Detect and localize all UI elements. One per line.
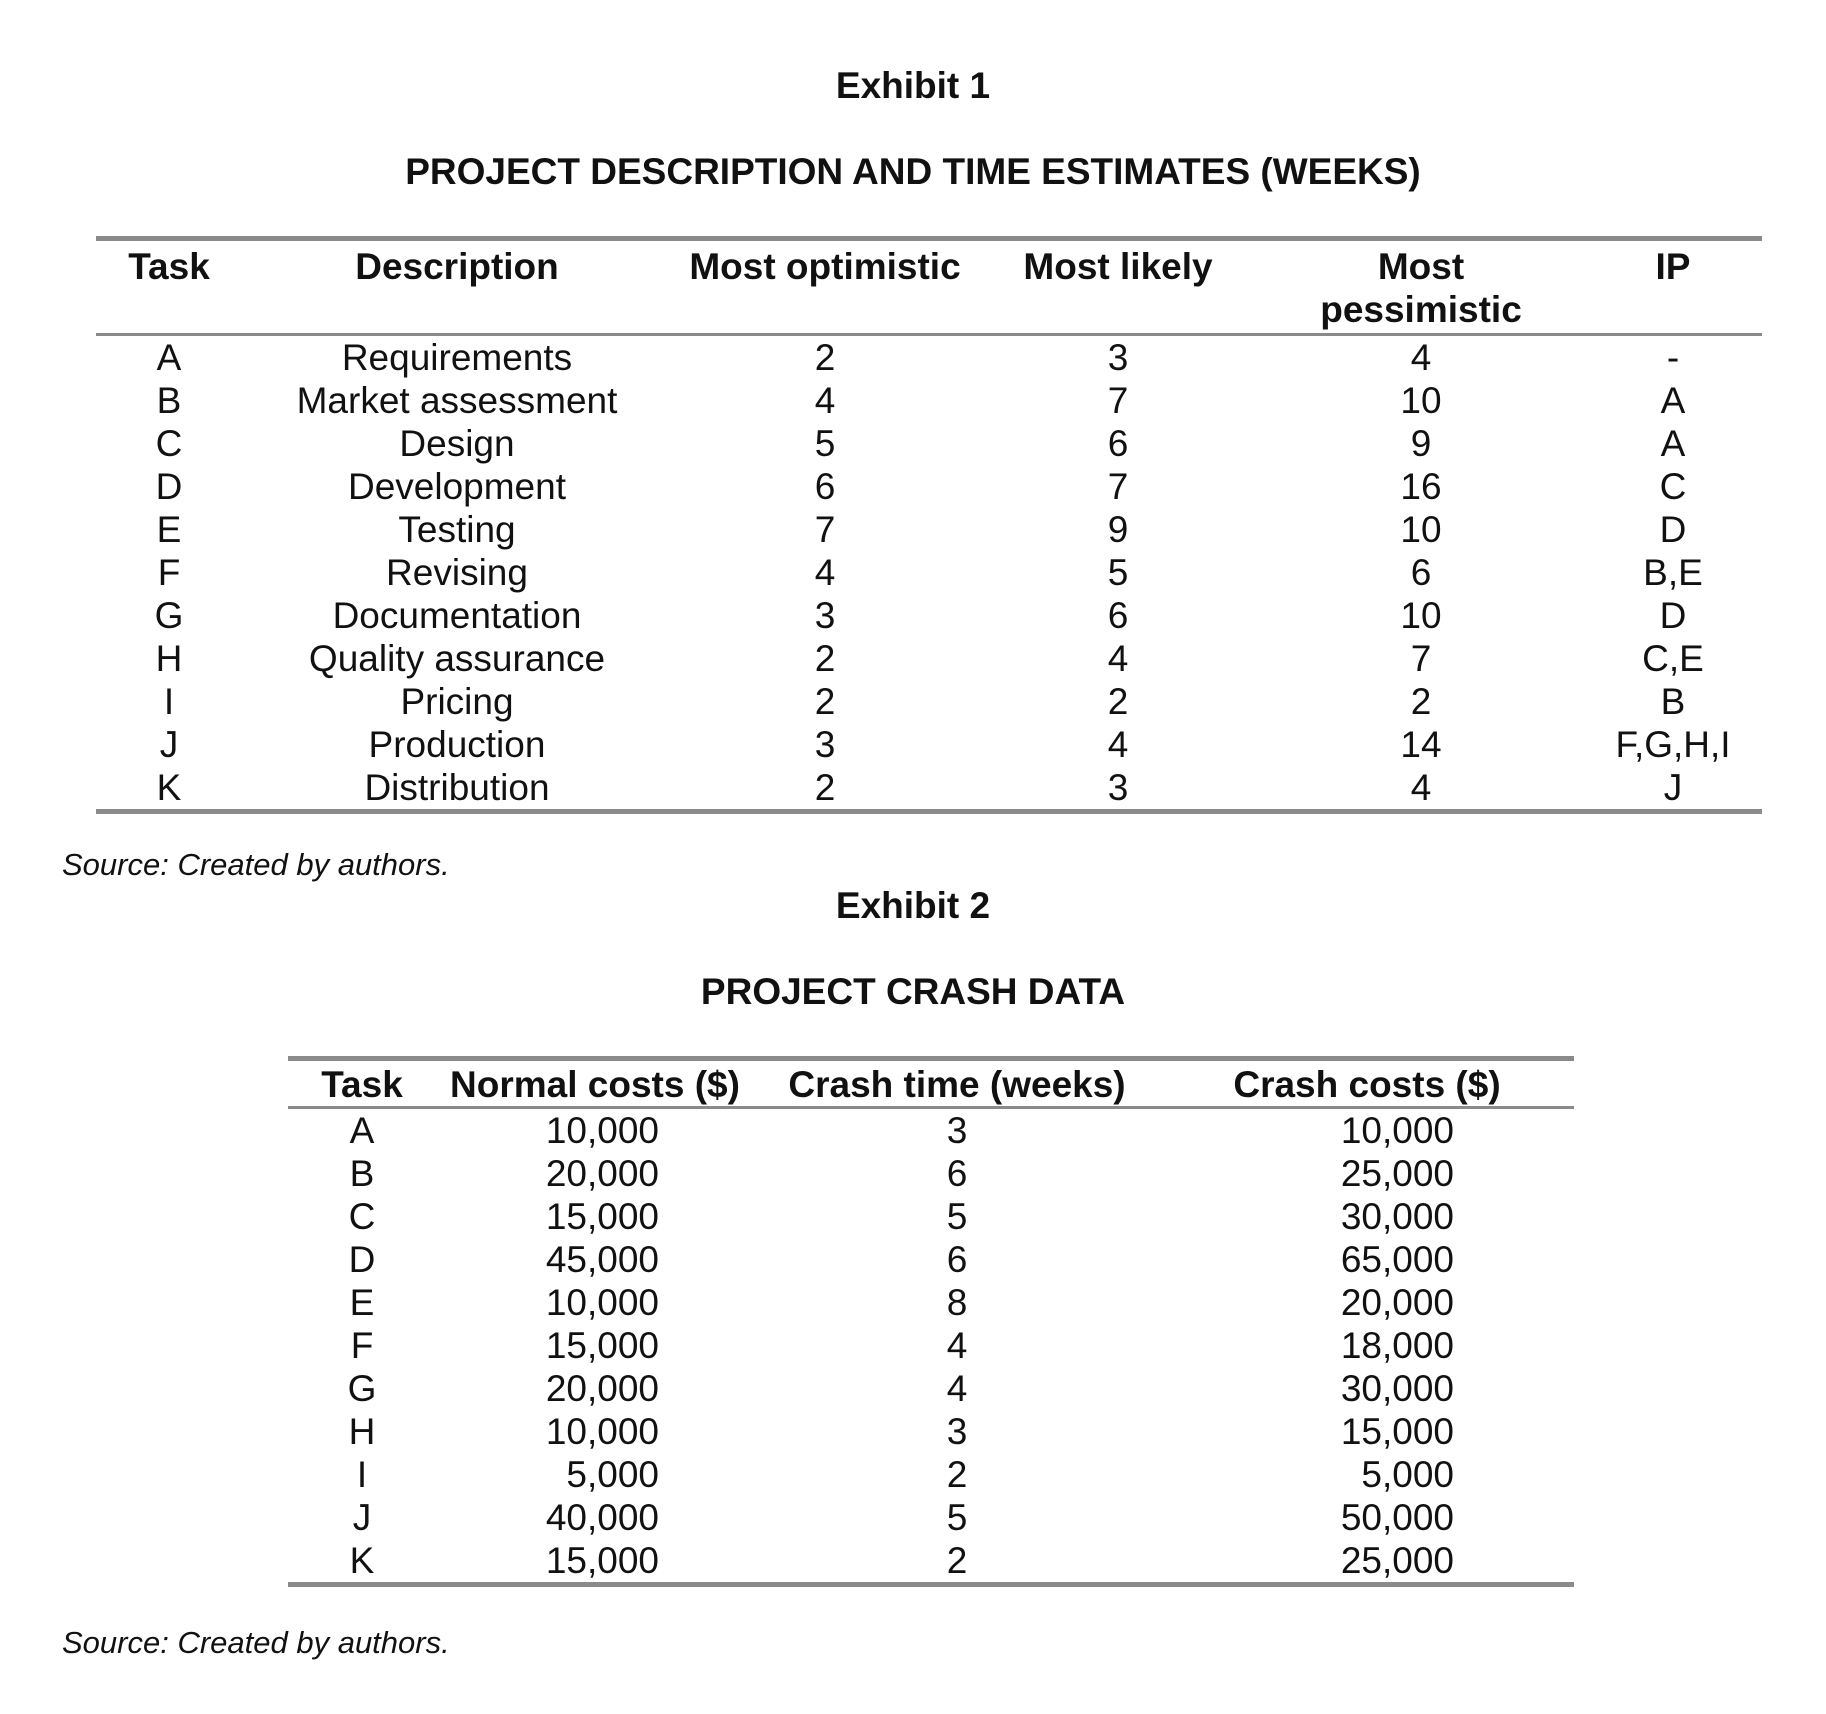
cell-most-likely: 3 <box>1107 767 1129 808</box>
table-row <box>96 422 1762 465</box>
cell-normal-costs: 20,000 <box>545 1153 659 1194</box>
column-header-task: Task <box>128 246 210 287</box>
table-row <box>96 551 1762 594</box>
cell-normal-costs: 15,000 <box>545 1325 659 1366</box>
exhibit-2-source-note: Source: Created by authors. <box>62 1625 450 1660</box>
table-row <box>288 1496 1574 1539</box>
cell-most-optimistic: 2 <box>814 638 836 679</box>
cell-normal-costs: 5,000 <box>566 1454 659 1495</box>
cell-task: E <box>349 1282 375 1323</box>
cell-crash-costs: 15,000 <box>1340 1411 1454 1452</box>
exhibit-1-title: PROJECT DESCRIPTION AND TIME ESTIMATES (WEEKS) <box>405 151 1421 192</box>
cell-task: J <box>352 1497 372 1538</box>
table-row <box>288 1108 1574 1153</box>
cell-task: K <box>156 767 182 808</box>
cell-most-likely: 5 <box>1107 552 1129 593</box>
cell-description: Design <box>399 423 515 464</box>
cell-description: Quality assurance <box>308 638 606 679</box>
column-header-normal-costs: Normal costs ($) <box>450 1064 740 1105</box>
cell-most-pessimistic: 14 <box>1400 724 1442 765</box>
cell-task: I <box>163 681 175 722</box>
cell-crash-costs: 20,000 <box>1340 1282 1454 1323</box>
cell-description: Development <box>347 466 566 507</box>
cell-most-pessimistic: 7 <box>1410 638 1432 679</box>
cell-description: Requirements <box>341 337 573 378</box>
cell-crash-time: 8 <box>946 1282 968 1323</box>
cell-most-pessimistic: 2 <box>1410 681 1432 722</box>
cell-task: H <box>348 1411 376 1452</box>
cell-description: Pricing <box>400 681 514 722</box>
cell-task: D <box>348 1239 376 1280</box>
cell-normal-costs: 15,000 <box>545 1196 659 1237</box>
cell-crash-costs: 18,000 <box>1340 1325 1454 1366</box>
cell-description: Testing <box>398 509 516 550</box>
cell-ip: C,E <box>1642 638 1704 679</box>
table-row <box>288 1453 1574 1496</box>
cell-most-likely: 6 <box>1107 423 1129 464</box>
cell-crash-costs: 5,000 <box>1361 1454 1454 1495</box>
cell-most-likely: 4 <box>1107 638 1129 679</box>
cell-task: C <box>155 423 183 464</box>
cell-ip: A <box>1660 423 1686 464</box>
cell-most-optimistic: 7 <box>814 509 836 550</box>
cell-task: B <box>156 380 182 421</box>
cell-task: F <box>350 1325 374 1366</box>
cell-crash-time: 3 <box>946 1411 968 1452</box>
cell-most-likely: 7 <box>1107 380 1129 421</box>
cell-most-optimistic: 2 <box>814 337 836 378</box>
table-row <box>288 1367 1574 1410</box>
cell-most-optimistic: 4 <box>814 552 836 593</box>
cell-crash-time: 6 <box>946 1239 968 1280</box>
cell-ip: A <box>1660 380 1686 421</box>
table-row <box>96 465 1762 508</box>
cell-normal-costs: 10,000 <box>545 1282 659 1323</box>
column-header-task: Task <box>321 1064 403 1105</box>
cell-ip: - <box>1666 337 1680 378</box>
exhibit-2-label: Exhibit 2 <box>835 885 991 926</box>
cell-task: A <box>156 337 182 378</box>
cell-most-likely: 6 <box>1107 595 1129 636</box>
cell-task: B <box>349 1153 375 1194</box>
cell-task: G <box>154 595 184 636</box>
cell-most-optimistic: 2 <box>814 767 836 808</box>
cell-most-pessimistic: 9 <box>1410 423 1432 464</box>
cell-most-optimistic: 3 <box>814 724 836 765</box>
cell-task: K <box>349 1540 375 1581</box>
cell-ip: D <box>1659 509 1687 550</box>
project-time-estimates-table <box>96 236 1762 814</box>
column-header-crash-costs: Crash costs ($) <box>1233 1064 1501 1105</box>
project-crash-data-table <box>288 1056 1574 1587</box>
column-header-most-likely: Most likely <box>1023 246 1213 287</box>
cell-normal-costs: 40,000 <box>545 1497 659 1538</box>
cell-most-likely: 9 <box>1107 509 1129 550</box>
cell-normal-costs: 45,000 <box>545 1239 659 1280</box>
table-row <box>96 594 1762 637</box>
cell-ip: J <box>1663 767 1683 808</box>
cell-most-pessimistic: 10 <box>1400 380 1442 421</box>
cell-normal-costs: 20,000 <box>545 1368 659 1409</box>
project-crash-data-body <box>288 1108 1574 1585</box>
cell-task: E <box>156 509 182 550</box>
table-row <box>288 1195 1574 1238</box>
cell-most-pessimistic: 6 <box>1410 552 1432 593</box>
table-row <box>96 637 1762 680</box>
table-row <box>288 1410 1574 1453</box>
cell-task: H <box>155 638 183 679</box>
project-time-estimates-body <box>96 335 1762 812</box>
cell-description: Production <box>368 724 546 765</box>
cell-crash-time: 5 <box>946 1196 968 1237</box>
table-row <box>288 1324 1574 1367</box>
cell-task: F <box>157 552 181 593</box>
cell-crash-time: 3 <box>946 1110 968 1151</box>
cell-task: D <box>155 466 183 507</box>
cell-task: G <box>347 1368 377 1409</box>
cell-task: C <box>348 1196 376 1237</box>
cell-most-pessimistic: 10 <box>1400 509 1442 550</box>
cell-normal-costs: 10,000 <box>545 1411 659 1452</box>
cell-most-pessimistic: 16 <box>1400 466 1442 507</box>
cell-most-optimistic: 6 <box>814 466 836 507</box>
cell-task: I <box>356 1454 368 1495</box>
cell-task: J <box>159 724 179 765</box>
cell-most-optimistic: 5 <box>814 423 836 464</box>
table-row <box>96 766 1762 812</box>
cell-crash-costs: 30,000 <box>1340 1196 1454 1237</box>
cell-crash-time: 2 <box>946 1540 968 1581</box>
cell-crash-time: 5 <box>946 1497 968 1538</box>
column-header-most-pessimistic: Most pessimistic <box>1320 246 1522 330</box>
cell-description: Documentation <box>332 595 582 636</box>
table-row <box>96 680 1762 723</box>
cell-ip: B,E <box>1643 552 1703 593</box>
cell-crash-costs: 25,000 <box>1340 1153 1454 1194</box>
cell-crash-costs: 10,000 <box>1340 1110 1454 1151</box>
column-header-description: Description <box>355 246 559 287</box>
cell-most-likely: 2 <box>1107 681 1129 722</box>
cell-most-pessimistic: 4 <box>1410 767 1432 808</box>
cell-crash-time: 6 <box>946 1153 968 1194</box>
cell-crash-costs: 50,000 <box>1340 1497 1454 1538</box>
column-header-most-optimistic: Most optimistic <box>689 246 961 287</box>
cell-crash-time: 4 <box>946 1368 968 1409</box>
cell-normal-costs: 10,000 <box>545 1110 659 1151</box>
cell-description: Market assessment <box>296 380 618 421</box>
table-header-row <box>288 1059 1574 1108</box>
cell-normal-costs: 15,000 <box>545 1540 659 1581</box>
cell-crash-time: 2 <box>946 1454 968 1495</box>
table-row <box>288 1152 1574 1195</box>
cell-ip: C <box>1659 466 1687 507</box>
cell-most-likely: 4 <box>1107 724 1129 765</box>
cell-crash-costs: 30,000 <box>1340 1368 1454 1409</box>
table-header-row <box>96 239 1762 335</box>
cell-most-likely: 7 <box>1107 466 1129 507</box>
table-row <box>96 335 1762 380</box>
cell-most-optimistic: 4 <box>814 380 836 421</box>
cell-description: Distribution <box>364 767 550 808</box>
cell-most-optimistic: 3 <box>814 595 836 636</box>
cell-crash-costs: 25,000 <box>1340 1540 1454 1581</box>
cell-most-likely: 3 <box>1107 337 1129 378</box>
cell-ip: F,G,H,I <box>1615 724 1731 765</box>
cell-ip: B <box>1660 681 1686 722</box>
table-row <box>96 508 1762 551</box>
exhibit-1-source-note: Source: Created by authors. <box>62 847 450 882</box>
table-row <box>288 1238 1574 1281</box>
cell-most-pessimistic: 4 <box>1410 337 1432 378</box>
exhibit-1-label: Exhibit 1 <box>835 65 991 106</box>
cell-task: A <box>349 1110 375 1151</box>
cell-most-optimistic: 2 <box>814 681 836 722</box>
column-header-crash-time: Crash time (weeks) <box>788 1064 1126 1105</box>
table-row <box>96 379 1762 422</box>
exhibit-2-title: PROJECT CRASH DATA <box>700 971 1126 1012</box>
cell-ip: D <box>1659 595 1687 636</box>
table-row <box>288 1539 1574 1585</box>
table-row <box>288 1281 1574 1324</box>
cell-description: Revising <box>386 552 528 593</box>
table-row <box>96 723 1762 766</box>
cell-crash-time: 4 <box>946 1325 968 1366</box>
cell-crash-costs: 65,000 <box>1340 1239 1454 1280</box>
column-header-ip: IP <box>1655 246 1691 287</box>
cell-most-pessimistic: 10 <box>1400 595 1442 636</box>
